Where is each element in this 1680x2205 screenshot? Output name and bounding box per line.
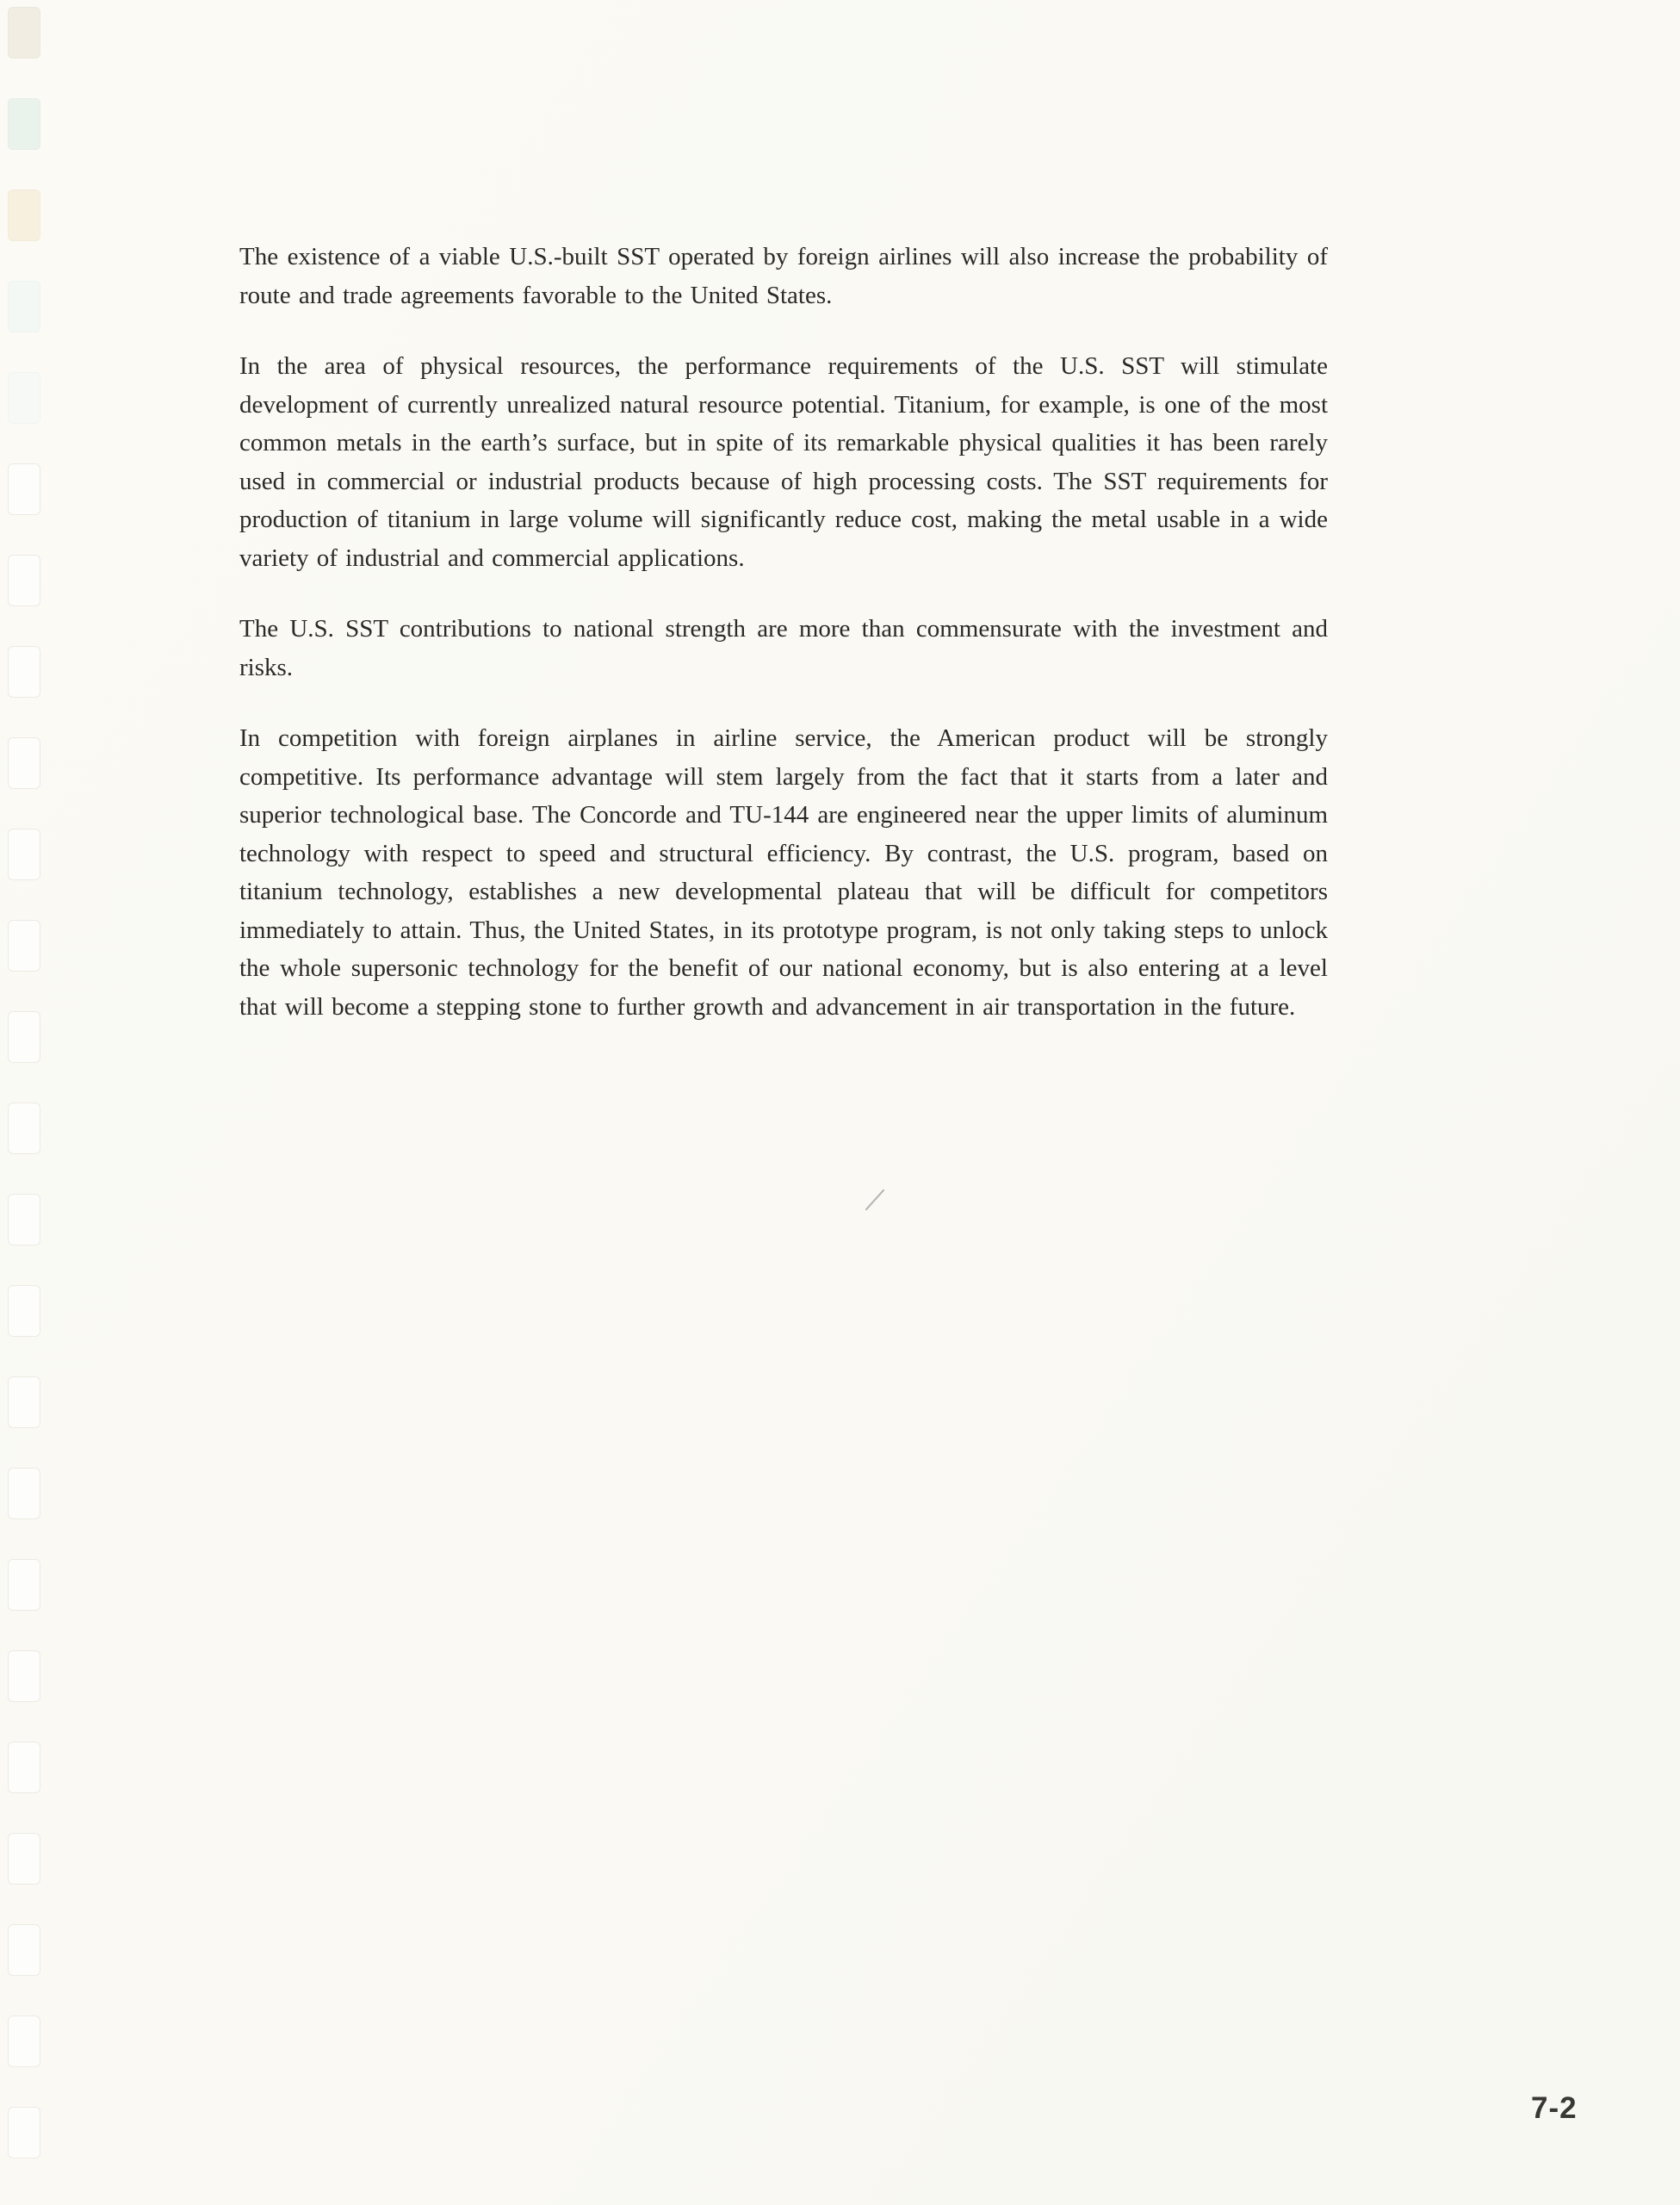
paragraph: The existence of a viable U.S.-built SST operated by foreign airlines will also increase the probability of route and trade agreements favorable to the United States.: [239, 243, 1328, 309]
binding-hole: [8, 1924, 40, 1976]
binding-hole: [8, 829, 40, 880]
binding-hole: [8, 1833, 40, 1885]
binding-hole: [8, 1285, 40, 1337]
binding-hole: [8, 646, 40, 698]
binding-hole: [8, 920, 40, 972]
binding-hole: [8, 555, 40, 606]
binding-hole: [8, 1650, 40, 1702]
page-number: 7-2: [1531, 2091, 1578, 2125]
paragraph: In the area of physical resources, the performance requirements of the U.S. SST will stimulate development of currently unrealized natural resource potential. Titanium, for example, is one of the most common metals in the earth’s surface, but in spite of its remarkable physical qualities it has been rarely used in commercial or industrial products because of high processing costs. The SST requirements for production of titanium in large volume will significantly reduce cost, making the metal usable in a wide variety of industrial and commercial applications.: [239, 352, 1328, 572]
stray-slash-mark: [865, 1189, 885, 1210]
binding-hole: [8, 463, 40, 515]
binding-hole: [8, 7, 40, 59]
binding-hole: [8, 1194, 40, 1245]
binding-hole: [8, 1102, 40, 1154]
binding-hole: [8, 2016, 40, 2067]
binding-hole: [8, 1011, 40, 1063]
binding-hole: [8, 1742, 40, 1793]
binding-hole: [8, 98, 40, 150]
paragraph: In competition with foreign airplanes in airline service, the American product will be strongly competitive. Its performance advantage will stem largely from the fact that it starts from a later and superior technological base. The Concorde and TU-144 are engineered near the upper limits of aluminum technology with respect to speed and structural efficiency. By contrast, the U.S. program, based on titanium technology, establishes a new developmental plateau that will be difficult for competitors immediately to attain. Thus, the United States, in its prototype program, is not only taking steps to unlock the whole supersonic technology for the benefit of our national economy, but is also entering at a level that will become a stepping stone to further growth and advancement in air transportation in the future.: [239, 724, 1328, 1021]
binding-hole: [8, 372, 40, 424]
paragraph: The U.S. SST contributions to national strength are more than commensurate with the investment and risks.: [239, 615, 1328, 681]
binding-hole: [8, 737, 40, 789]
binding-hole: [8, 1468, 40, 1519]
binding-hole: [8, 189, 40, 241]
binding-hole: [8, 281, 40, 332]
binding-holes: [8, 7, 42, 2198]
page-body: [239, 238, 1328, 1059]
binding-hole: [8, 1559, 40, 1611]
binding-hole: [8, 1376, 40, 1428]
binding-hole: [8, 2107, 40, 2158]
